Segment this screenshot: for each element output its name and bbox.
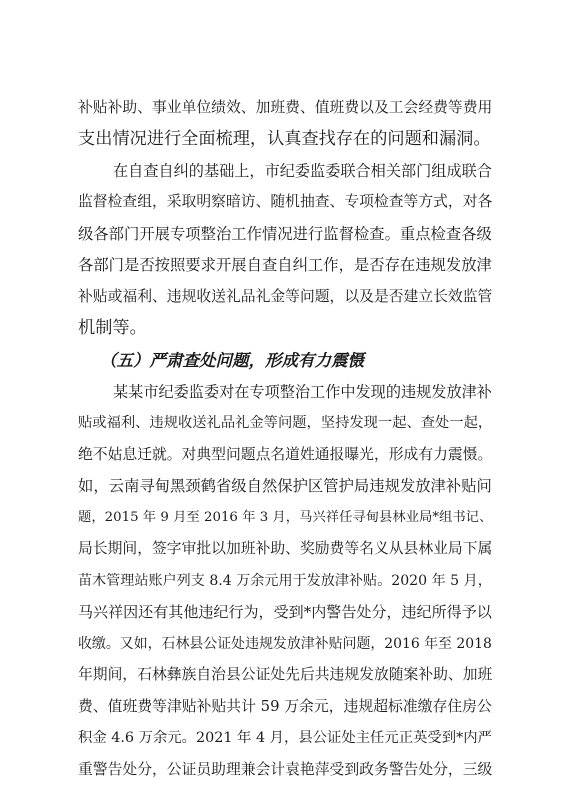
paragraph-line: 题，2015 年 9 月至 2016 年 3 月，马兴祥任寻甸县林业局*组书记、 (78, 510, 492, 525)
paragraph-line: 苗木管理站账户列支 8.4 万余元用于发放津补贴。2020 年 5 月， (78, 573, 492, 589)
paragraph-line: 监督检查组，采取明察暗访、随机抽查、专项检查等方式，对各 (78, 193, 492, 210)
paragraph-line: 各部门是否按照要求开展自查自纠工作，是否存在违规发放津 (78, 256, 492, 274)
paragraph-line: 重警告处分，公证员助理兼会计袁艳萍受到政务警告处分，三级 (78, 761, 492, 778)
paragraph-line: 补贴或福利、违规收送礼品礼金等问题，以及是否建立长效监管 (78, 288, 492, 305)
paragraph-line: 收缴。又如，石林县公证处违规发放津补贴问题，2016 年至 2018 (78, 636, 492, 652)
paragraph-line: 马兴祥因还有其他违纪行为，受到*内警告处分，违纪所得予以 (78, 603, 492, 621)
paragraph-line: 绝不姑息迁就。对典型问题点名道姓通报曝光，形成有力震慑。 (78, 446, 492, 463)
paragraph-line: 某某市纪委监委对在专项整治工作中发现的违规发放津补 (113, 383, 492, 401)
paragraph-line: 支出情况进行全面梳理，认真查找存在的问题和漏洞。 (78, 129, 491, 149)
paragraph-line: 贴或福利、违规收送礼品礼金等问题，坚持发现一起、查处一起， (78, 415, 492, 431)
paragraph-line: 年期间，石林彝族自治县公证处先后共违规发放随案补助、加班 (78, 666, 492, 683)
paragraph-line: 局长期间，签字审批以加班补助、奖励费等名义从县林业局下属 (78, 540, 492, 557)
paragraph-line: 在自查自纠的基础上，市纪委监委联合相关部门组成联合 (113, 162, 492, 180)
paragraph-line: 机制等。 (78, 318, 147, 338)
paragraph-line: 补贴补助、事业单位绩效、加班费、值班费以及工会经费等费用 (78, 99, 492, 116)
paragraph-line: 费、值班费等津贴补贴共计 59 万余元，违规超标准缴存住房公 (78, 698, 492, 715)
paragraph-line: 积金 4.6 万余元。2021 年 4 月，县公证处主任元正英受到*内严 (78, 730, 492, 746)
section-heading: （五）严肃查处问题，形成有力震慑 (100, 351, 364, 370)
paragraph-line: 如，云南寻甸黑颈鹤省级自然保护区管护局违规发放津补贴问 (78, 477, 492, 495)
paragraph-line: 级各部门开展专项整治工作情况进行监督检查。重点检查各级 (78, 225, 492, 243)
